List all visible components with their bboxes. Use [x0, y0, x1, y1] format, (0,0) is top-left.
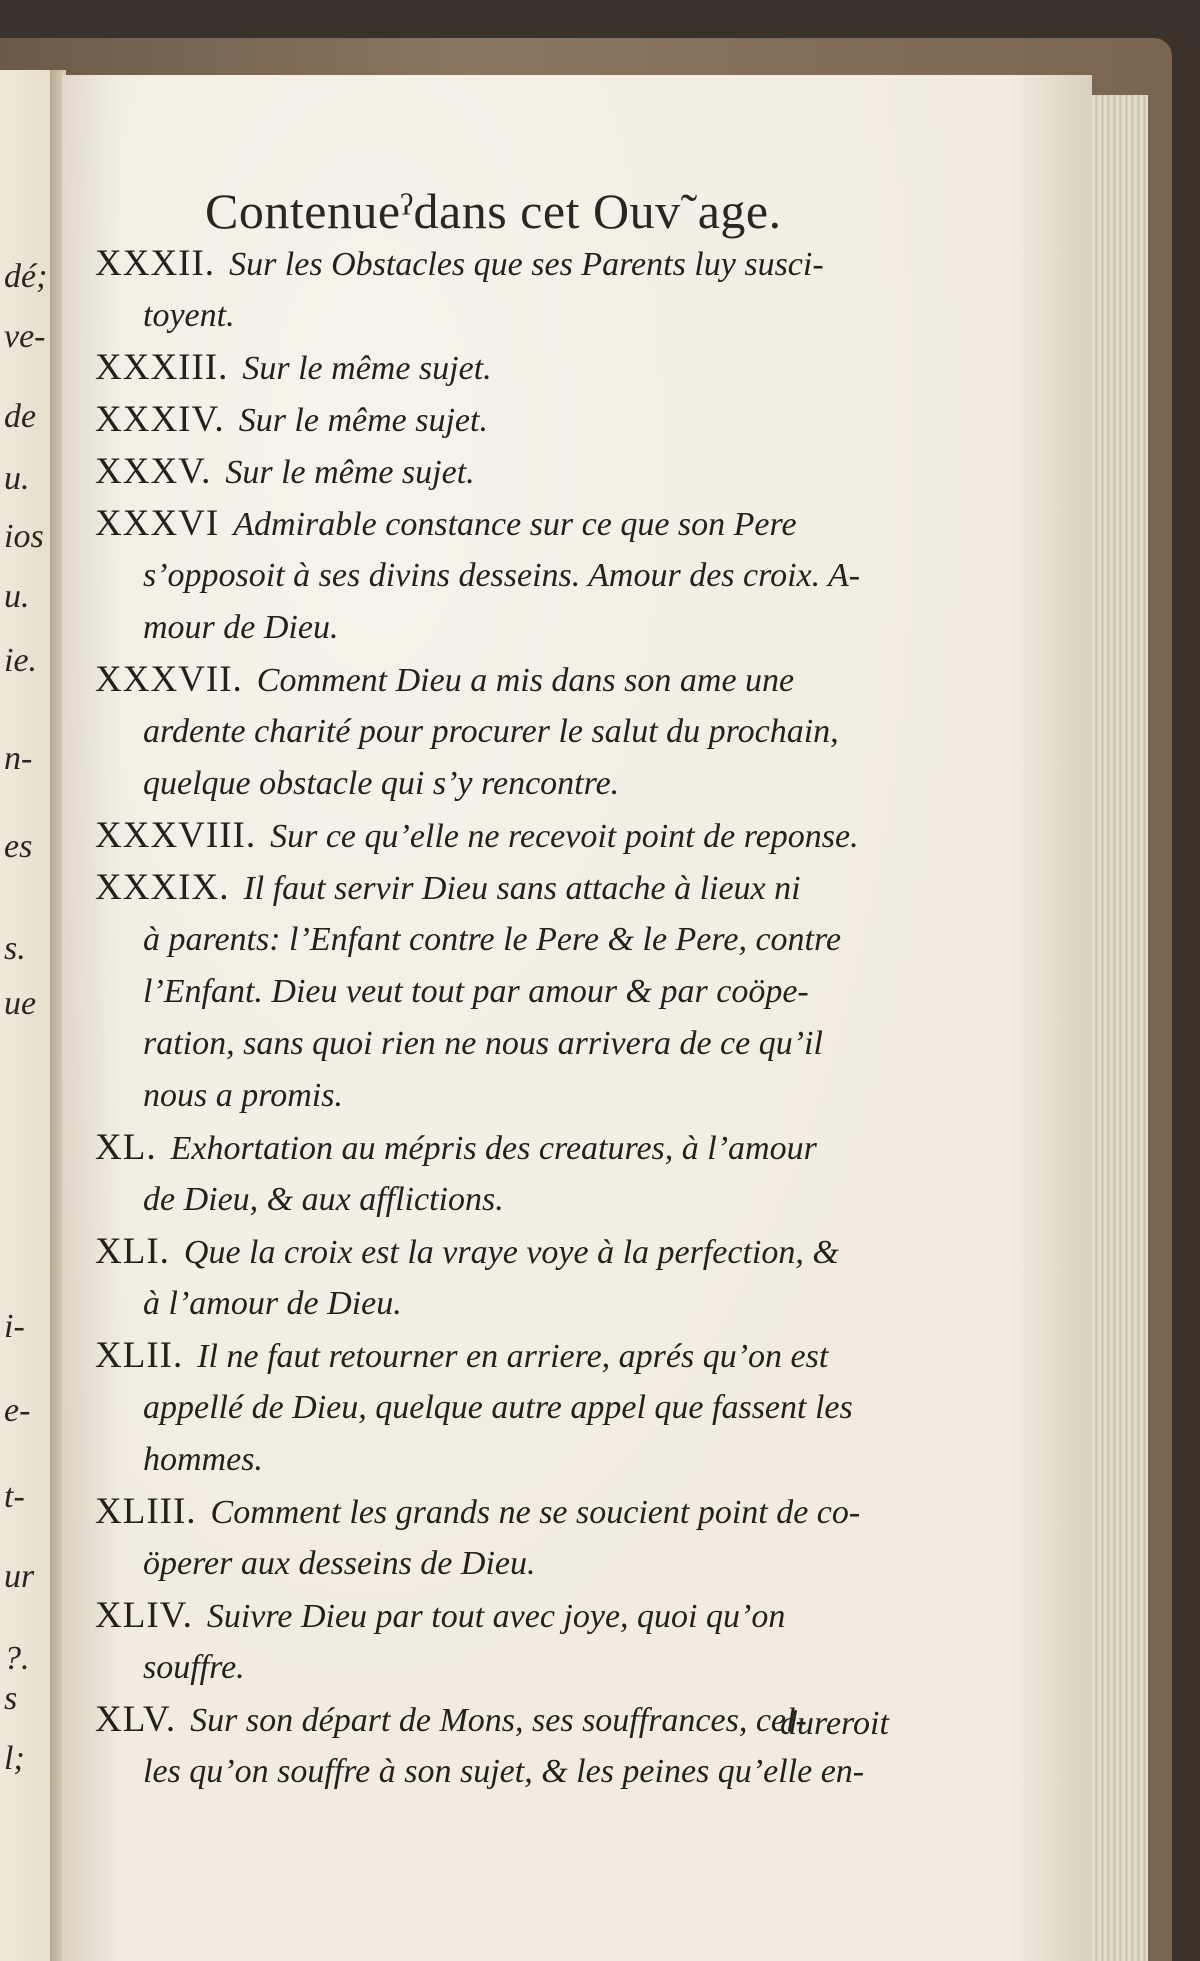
toc-line: hommes.	[143, 1441, 263, 1478]
toc-entry	[95, 238, 975, 342]
chapter-number: XL.	[95, 1127, 157, 1168]
left-page-fragment: ve-	[4, 318, 46, 355]
toc-line: öperer aux desseins de Dieu.	[143, 1545, 536, 1582]
toc-entry	[95, 1122, 975, 1226]
left-page-fragment: ios	[4, 518, 44, 555]
toc-line	[95, 498, 975, 550]
toc-line: souffre.	[143, 1649, 245, 1686]
toc-line: appellé de Dieu, quelque autre appel que fassent les	[143, 1389, 853, 1426]
chapter-title: Sur le même sujet.	[242, 350, 492, 387]
chapter-number: XLII.	[95, 1335, 184, 1376]
chapter-title: Il ne faut retourner en arriere, aprés qu’on est	[197, 1338, 829, 1375]
page-edges	[1092, 95, 1148, 1961]
left-page-fragment: ie.	[4, 642, 38, 679]
chapter-number: XLI.	[95, 1231, 170, 1272]
chapter-title: Il faut servir Dieu sans attache à lieux ni	[243, 870, 801, 907]
chapter-number: XLV.	[95, 1699, 177, 1740]
left-page-fragment: ur	[4, 1558, 35, 1595]
left-page-fragment: n-	[4, 740, 33, 777]
toc-entry	[95, 342, 975, 394]
chapter-title: Sur son départ de Mons, ses souffrances, cel-	[190, 1702, 807, 1739]
chapter-title: Sur les Obstacles que ses Parents luy susci-	[229, 246, 824, 283]
toc-line	[95, 654, 975, 706]
toc-line: ration, sans quoi rien ne nous arrivera de ce qu’il	[143, 1025, 823, 1062]
left-page-fragment: e-	[4, 1392, 31, 1429]
toc-entry	[95, 810, 975, 862]
toc-line: à parents: l’Enfant contre le Pere & le Pere, contre	[143, 921, 842, 958]
toc-line	[95, 394, 975, 446]
toc-line: ardente charité pour procurer le salut du prochain,	[143, 713, 839, 750]
left-page-fragment: ue	[4, 985, 37, 1022]
left-page-fragment: de	[4, 398, 37, 435]
left-page-fragment: i-	[4, 1308, 25, 1345]
toc-line	[95, 1122, 975, 1174]
chapter-title: Comment les grands ne se soucient point de co-	[210, 1494, 861, 1531]
toc-line: quelque obstacle qui s’y rencontre.	[143, 765, 620, 802]
toc-line	[95, 862, 975, 914]
chapter-title: Sur ce qu’elle ne recevoit point de reponse.	[270, 818, 859, 855]
toc-line	[95, 1226, 975, 1278]
toc-entry	[95, 1226, 975, 1330]
toc-line	[95, 446, 975, 498]
chapter-title: Sur le même sujet.	[238, 402, 488, 439]
chapter-title: Que la croix est la vraye voye à la perfection, &	[183, 1234, 839, 1271]
toc-line: mour de Dieu.	[143, 609, 339, 646]
toc-line	[95, 1590, 975, 1642]
toc-entry	[95, 862, 975, 1122]
chapter-number: XXXIII.	[95, 347, 229, 388]
toc-entry	[95, 654, 975, 810]
toc-line: les qu’on souffre à son sujet, & les peines qu’elle en-	[143, 1753, 865, 1790]
left-page-fragment: u.	[4, 460, 30, 497]
chapter-number: XLIII.	[95, 1491, 197, 1532]
toc-line: à l’amour de Dieu.	[143, 1285, 402, 1322]
chapter-number: XXXIX.	[95, 867, 230, 908]
toc-line: de Dieu, & aux afflictions.	[143, 1181, 504, 1218]
toc-entry	[95, 446, 975, 498]
toc-entry	[95, 1330, 975, 1486]
toc-entry	[95, 498, 975, 654]
chapter-number: XXXIV.	[95, 399, 225, 440]
left-page-fragment: t-	[4, 1478, 25, 1515]
left-page-fragment: l;	[4, 1740, 25, 1777]
table-of-contents	[95, 238, 975, 1798]
chapter-title: Suivre Dieu par tout avec joye, quoi qu’on	[206, 1598, 786, 1635]
left-page-fragment: es	[4, 828, 33, 865]
toc-line	[95, 342, 975, 394]
left-page-fragment: s	[4, 1680, 18, 1717]
chapter-number: XLIV.	[95, 1595, 193, 1636]
chapter-title: Admirable constance sur ce que son Pere	[233, 506, 797, 543]
left-page-fragment: dé;	[4, 258, 48, 295]
toc-entry	[95, 1590, 975, 1694]
left-page-fragment: ?.	[4, 1640, 30, 1677]
chapter-number: XXXVII.	[95, 659, 243, 700]
toc-line	[95, 1486, 975, 1538]
left-page-fragment: s.	[4, 930, 26, 967]
toc-entry	[95, 1486, 975, 1590]
chapter-number: XXXV.	[95, 451, 212, 492]
toc-line	[95, 810, 975, 862]
page-title: Contenueˀdans cet Ouv˜age.	[205, 183, 782, 239]
chapter-number: XXXVIII.	[95, 815, 257, 856]
chapter-number: XXXII.	[95, 243, 216, 284]
toc-line: s’opposoit à ses divins desseins. Amour des croix. A-	[143, 557, 861, 594]
toc-line	[95, 1330, 975, 1382]
toc-line: toyent.	[143, 297, 235, 334]
toc-line: nous a promis.	[143, 1077, 343, 1114]
chapter-title: Sur le même sujet.	[225, 454, 475, 491]
chapter-title: Exhortation au mépris des creatures, à l’amour	[170, 1130, 817, 1167]
chapter-number: XXXVI	[95, 503, 220, 544]
chapter-title: Comment Dieu a mis dans son ame une	[256, 662, 795, 699]
catchword: dureroit	[780, 1705, 889, 1742]
toc-line: l’Enfant. Dieu veut tout par amour & par coöpe-	[143, 973, 809, 1010]
toc-line	[95, 238, 975, 290]
toc-entry	[95, 394, 975, 446]
left-page-fragment: u.	[4, 578, 30, 615]
